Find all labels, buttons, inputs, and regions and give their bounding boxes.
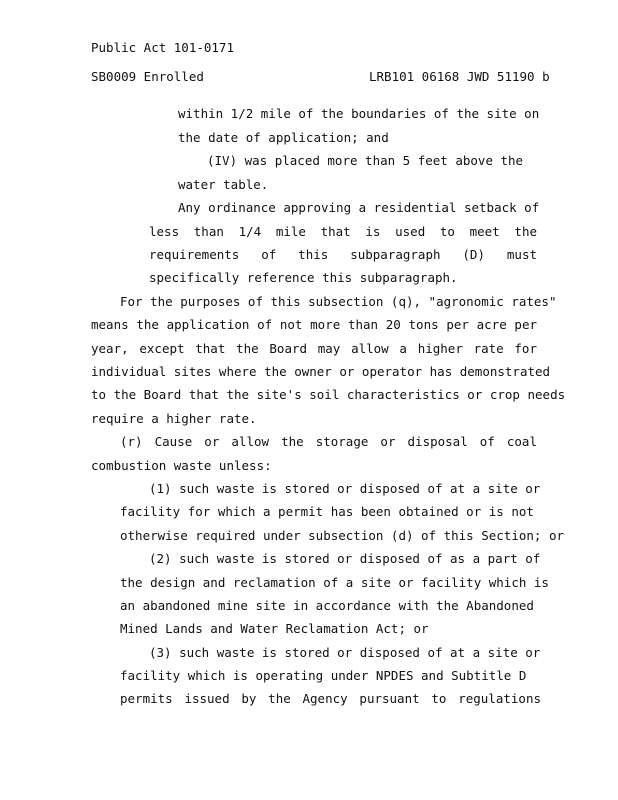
text-line: Any ordinance approving a residential setback of <box>178 200 540 215</box>
document-code: LRB101 06168 JWD 51190 b <box>369 69 550 84</box>
text-line: (2) such waste is stored or disposed of as a part of <box>149 551 541 566</box>
public-act-number: Public Act 101-0171 <box>91 40 234 55</box>
text-line: combustion waste unless: <box>91 458 272 473</box>
text-line: Mined Lands and Water Reclamation Act; or <box>120 621 429 636</box>
text-line: means the application of not more than 20 tons per acre per <box>91 317 537 332</box>
text-line: individual sites where the owner or operator has demonstrated <box>91 364 551 379</box>
text-line: within 1/2 mile of the boundaries of the site on <box>178 106 540 121</box>
text-line: otherwise required under subsection (d) of this Section; or <box>120 528 565 543</box>
text-line: facility for which a permit has been obtained or is not <box>120 504 534 519</box>
text-line: (1) such waste is stored or disposed of at a site or <box>149 481 541 496</box>
text-line: water table. <box>178 177 269 192</box>
text-line: the design and reclamation of a site or facility which is <box>120 575 549 590</box>
text-line: to the Board that the site's soil characteristics or crop needs <box>91 387 566 402</box>
text-line: permits issued by the Agency pursuant to regulations <box>120 691 541 706</box>
text-line: facility which is operating under NPDES and Subtitle D <box>120 668 527 683</box>
bill-number: SB0009 Enrolled <box>91 69 204 84</box>
text-line: (r) Cause or allow the storage or disposal of coal <box>120 434 537 449</box>
text-line: specifically reference this subparagraph. <box>149 270 458 285</box>
text-line: year, except that the Board may allow a higher rate for <box>91 341 537 356</box>
text-line: require a higher rate. <box>91 411 257 426</box>
text-line: less than 1/4 mile that is used to meet the <box>149 224 537 239</box>
text-line: requirements of this subparagraph (D) must <box>149 247 537 262</box>
text-line: the date of application; and <box>178 130 389 145</box>
text-line: (IV) was placed more than 5 feet above the <box>207 153 524 168</box>
text-line: (3) such waste is stored or disposed of at a site or <box>149 645 541 660</box>
text-line: an abandoned mine site in accordance with the Abandoned <box>120 598 534 613</box>
text-line: For the purposes of this subsection (q), "agronomic rates" <box>120 294 557 309</box>
